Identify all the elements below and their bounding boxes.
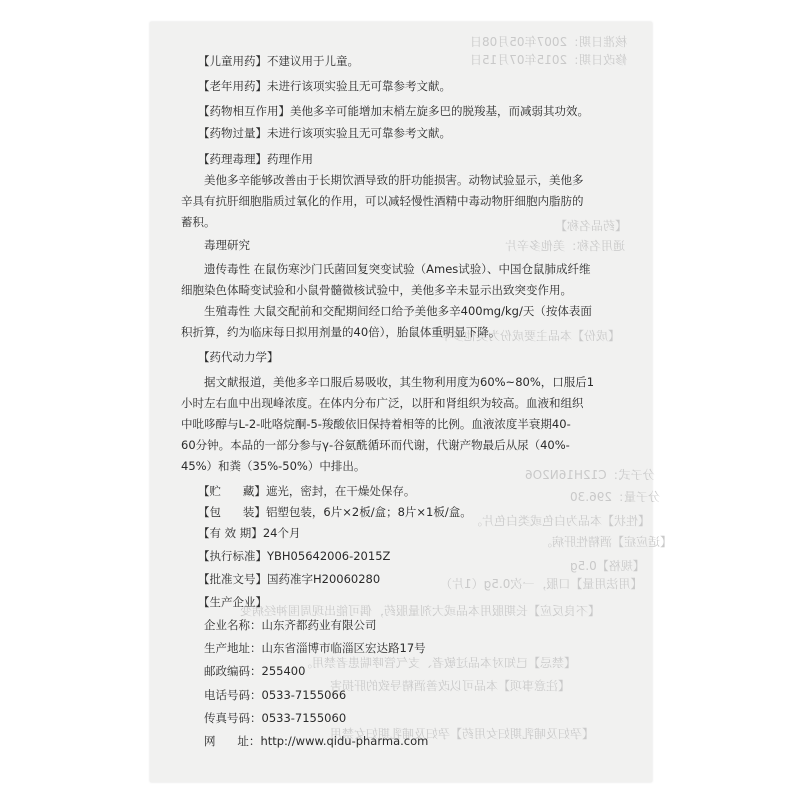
section-text: 国药准字H20060280 <box>267 572 381 586</box>
manufacturer-address-row <box>204 641 426 655</box>
bleed-through-text: 【性状】本品为白色或类白色片。 <box>470 514 651 528</box>
section-child-use <box>198 54 359 68</box>
field-label: 企业名称： <box>204 618 262 632</box>
field-value: 0533-7155060 <box>261 711 347 725</box>
toxicology-heading: 毒理研究 <box>204 238 250 252</box>
section-standard <box>198 549 390 563</box>
section-label: 【执行标准】 <box>198 549 267 563</box>
field-label: 邮政编码： <box>204 664 262 678</box>
paragraph-line: 细胞染色体畸变试验和小鼠骨髓微核试验中，美他多辛未显示出致突变作用。 <box>181 283 572 297</box>
field-label: 生产地址： <box>204 641 262 655</box>
section-manufacturer: 【生产企业】 <box>198 595 267 609</box>
section-text: 美他多辛可能增加末梢左旋多巴的脱羧基，而减弱其功效。 <box>290 104 589 118</box>
bleed-through-text: 通用名称：美他多辛片 <box>505 239 626 253</box>
section-text: YBH05642006-2015Z <box>267 549 391 563</box>
section-label: 【药物相互作用】 <box>198 104 290 118</box>
section-pharmacokinetics: 【药代动力学】 <box>198 350 279 364</box>
field-label: 传真号码： <box>204 711 262 725</box>
bleed-through-text: 【注意事项】本品可以改善酒精导致的肝损害 <box>330 679 571 693</box>
bleed-through-text: 【适应症】酒精性肝病。 <box>540 535 673 549</box>
bleed-through-text: 【禁忌】已知对本品过敏者、支气管哮喘患者禁用。 <box>300 656 577 670</box>
manufacturer-fax-row <box>204 711 346 725</box>
paragraph-line: 60分钟。本品的一部分参与γ-谷氨酰循环而代谢，代谢产物最后从尿（40%- <box>181 438 570 452</box>
section-label: 【老年用药】 <box>198 79 267 93</box>
section-label: 【批准文号】 <box>198 572 267 586</box>
section-drug-interactions <box>198 104 589 118</box>
field-value: 255400 <box>261 664 306 678</box>
section-label: 【药物过量】 <box>198 126 267 140</box>
section-overdose <box>198 126 451 140</box>
bleed-through-text: 【药品名称】 <box>555 219 628 233</box>
section-label: 【贮 藏】 <box>198 484 266 498</box>
section-text: 24个月 <box>262 526 301 540</box>
section-pharmacology-toxicology <box>198 152 313 166</box>
field-label: 电话号码： <box>204 688 262 702</box>
section-label: 【有 效 期】 <box>198 526 263 540</box>
section-text: 不建议用于儿童。 <box>267 54 359 68</box>
section-text: 药理作用 <box>267 152 313 166</box>
bleed-through-text: 核准日期：2007年05月08日 <box>470 35 628 49</box>
paragraph-line: 蓄积。 <box>181 215 216 229</box>
paragraph-line: 美他多辛能够改善由于长期饮酒导致的肝功能损害。动物试验显示，美他多 <box>204 173 584 187</box>
manufacturer-postcode-row <box>204 664 305 678</box>
paragraph-line: 生殖毒性 大鼠交配前和交配期间经口给予美他多辛400mg/kg/天（按体表面 <box>204 304 592 318</box>
bleed-through-text: 分子量：296.30 <box>570 490 660 504</box>
bleed-through-text: 【不良反应】长期服用本品或大剂量服药，偶可能出现周围神经病变 <box>240 604 601 618</box>
field-value: 0533-7155066 <box>261 688 347 702</box>
bleed-through-text: 修改日期：2015年07月15日 <box>470 53 628 67</box>
bleed-through-text: 【用法用量】口服，一次0.5g（1片） <box>440 577 643 591</box>
manufacturer-website-row <box>204 734 428 748</box>
section-label: 【药理毒理】 <box>198 152 267 166</box>
section-elderly-use <box>198 79 451 93</box>
section-approval-number <box>198 572 380 586</box>
section-text: 铝塑包装，6片×2板/盒；8片×1板/盒。 <box>265 505 472 519</box>
section-validity <box>198 526 300 540</box>
bleed-through-text: 【成份】本品主要成份为美他多辛 <box>440 329 621 343</box>
paragraph-line: 据文献报道，美他多辛口服后易吸收，其生物利用度为60%~80%，口服后1 <box>204 375 595 389</box>
paragraph-line: 遗传毒性 在鼠伤寒沙门氏菌回复突变试验（Ames试验）、中国仓鼠肺成纤维 <box>204 262 591 276</box>
paragraph-line: 45%）和粪（35%-50%）中排出。 <box>181 459 366 473</box>
field-value: 山东齐都药业有限公司 <box>261 618 377 632</box>
paragraph-line: 辛具有抗肝细胞脂质过氧化的作用，可以减轻慢性酒精中毒动物肝细胞内脂肪的 <box>181 194 584 208</box>
section-label: 【包 装】 <box>198 505 266 519</box>
manufacturer-name-row <box>204 618 377 632</box>
paragraph-line: 中吡哆醇与L-2-吡咯烷酮-5-羧酸依旧保持着相等的比例。血液浓度半衰期40- <box>181 417 571 431</box>
bleed-through-text: 【规格】0.5g <box>570 559 645 573</box>
paragraph-line: 积折算，约为临床每日拟用剂量的40倍），胎鼠体重明显下降。 <box>181 325 501 339</box>
paragraph-line: 小时左右血中出现峰浓度。在体内分布广泛，以肝和肾组织为较高。血液和组织 <box>181 396 584 410</box>
section-package <box>198 505 472 519</box>
section-text: 未进行该项实验且无可靠参考文献。 <box>267 79 451 93</box>
section-label: 【儿童用药】 <box>198 54 267 68</box>
field-value: 山东省淄博市临淄区宏达路17号 <box>261 641 426 655</box>
section-text: 遮光，密封，在干燥处保存。 <box>265 484 416 498</box>
section-storage <box>198 484 415 498</box>
manufacturer-phone-row <box>204 688 346 702</box>
field-label: 网 址： <box>204 734 261 748</box>
bleed-through-text: 【孕妇及哺乳期妇女用药】孕妇及哺乳期妇女禁用 <box>330 727 595 741</box>
section-text: 未进行该项实验且无可靠参考文献。 <box>267 126 451 140</box>
bleed-through-text: 分子式：C12H16N2O6 <box>525 468 655 482</box>
website-link: http://www.qidu-pharma.com <box>260 734 429 748</box>
